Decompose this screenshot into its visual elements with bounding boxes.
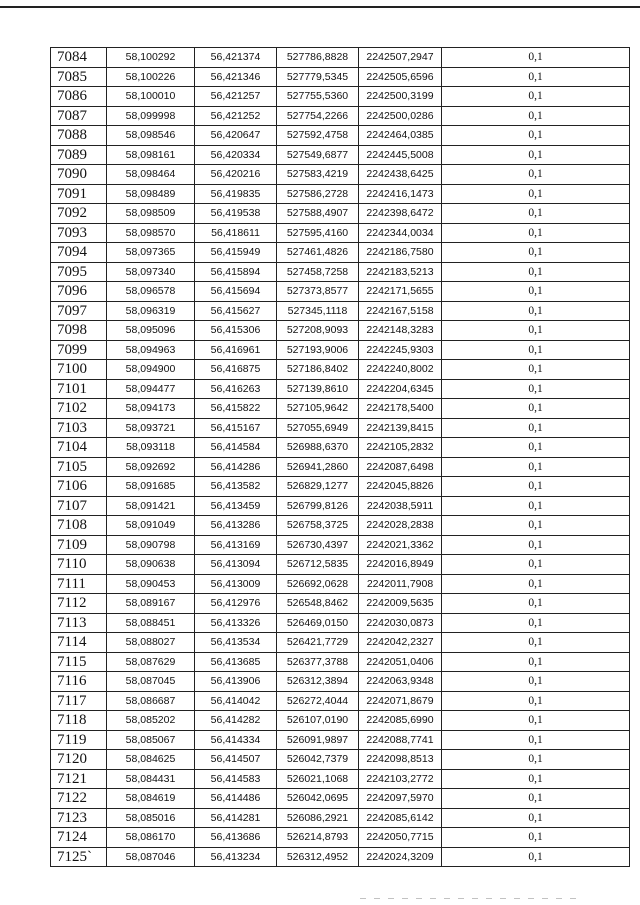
accuracy-cell: 0,1: [442, 535, 630, 555]
longitude-cell: 56,413234: [195, 847, 277, 867]
y-coordinate-cell: 2242009,5635: [359, 594, 442, 614]
latitude-cell: 58,098546: [107, 126, 195, 146]
table-row: [51, 243, 630, 263]
longitude-cell: 56,414286: [195, 457, 277, 477]
y-coordinate-cell: 2242505,6596: [359, 67, 442, 87]
y-coordinate-cell: 2242171,5655: [359, 282, 442, 302]
x-coordinate-cell: 527549,6877: [277, 145, 359, 165]
table-row: [51, 555, 630, 575]
table-row: [51, 808, 630, 828]
point-number-cell: 7105: [51, 457, 107, 477]
accuracy-cell: 0,1: [442, 106, 630, 126]
latitude-cell: 58,084431: [107, 769, 195, 789]
latitude-cell: 58,091685: [107, 477, 195, 497]
x-coordinate-cell: 526377,3788: [277, 652, 359, 672]
accuracy-cell: 0,1: [442, 87, 630, 107]
point-number-cell: 7109: [51, 535, 107, 555]
longitude-cell: 56,414042: [195, 691, 277, 711]
y-coordinate-cell: 2242098,8513: [359, 750, 442, 770]
longitude-cell: 56,416875: [195, 360, 277, 380]
latitude-cell: 58,087046: [107, 847, 195, 867]
longitude-cell: 56,419835: [195, 184, 277, 204]
longitude-cell: 56,415949: [195, 243, 277, 263]
x-coordinate-cell: 527754,2266: [277, 106, 359, 126]
longitude-cell: 56,414282: [195, 711, 277, 731]
longitude-cell: 56,414507: [195, 750, 277, 770]
latitude-cell: 58,086687: [107, 691, 195, 711]
y-coordinate-cell: 2242042,2327: [359, 633, 442, 653]
accuracy-cell: 0,1: [442, 321, 630, 341]
longitude-cell: 56,418611: [195, 223, 277, 243]
table-row: [51, 223, 630, 243]
table-row: [51, 301, 630, 321]
y-coordinate-cell: 2242050,7715: [359, 828, 442, 848]
accuracy-cell: 0,1: [442, 594, 630, 614]
table-row: [51, 438, 630, 458]
latitude-cell: 58,089167: [107, 594, 195, 614]
y-coordinate-cell: 2242038,5911: [359, 496, 442, 516]
point-number-cell: 7115: [51, 652, 107, 672]
point-number-cell: 7088: [51, 126, 107, 146]
latitude-cell: 58,100010: [107, 87, 195, 107]
longitude-cell: 56,420647: [195, 126, 277, 146]
x-coordinate-cell: 527588,4907: [277, 204, 359, 224]
table-row: [51, 477, 630, 497]
table-row: [51, 711, 630, 731]
y-coordinate-cell: 2242186,7580: [359, 243, 442, 263]
y-coordinate-cell: 2242103,2772: [359, 769, 442, 789]
latitude-cell: 58,088451: [107, 613, 195, 633]
latitude-cell: 58,084625: [107, 750, 195, 770]
table-row: [51, 67, 630, 87]
point-number-cell: 7107: [51, 496, 107, 516]
x-coordinate-cell: 526312,4952: [277, 847, 359, 867]
accuracy-cell: 0,1: [442, 360, 630, 380]
accuracy-cell: 0,1: [442, 418, 630, 438]
x-coordinate-cell: 527592,4758: [277, 126, 359, 146]
y-coordinate-cell: 2242438,6425: [359, 165, 442, 185]
x-coordinate-cell: 526758,3725: [277, 516, 359, 536]
table-row: [51, 769, 630, 789]
point-number-cell: 7093: [51, 223, 107, 243]
coordinates-table: [50, 47, 630, 867]
point-number-cell: 7092: [51, 204, 107, 224]
y-coordinate-cell: 2242445,5008: [359, 145, 442, 165]
latitude-cell: 58,090798: [107, 535, 195, 555]
longitude-cell: 56,414486: [195, 789, 277, 809]
x-coordinate-cell: 527458,7258: [277, 262, 359, 282]
longitude-cell: 56,414281: [195, 808, 277, 828]
y-coordinate-cell: 2242071,8679: [359, 691, 442, 711]
table-row: [51, 379, 630, 399]
table-row: [51, 496, 630, 516]
y-coordinate-cell: 2242030,0873: [359, 613, 442, 633]
accuracy-cell: 0,1: [442, 282, 630, 302]
point-number-cell: 7111: [51, 574, 107, 594]
accuracy-cell: 0,1: [442, 574, 630, 594]
accuracy-cell: 0,1: [442, 204, 630, 224]
x-coordinate-cell: 527595,4160: [277, 223, 359, 243]
accuracy-cell: 0,1: [442, 516, 630, 536]
point-number-cell: 7086: [51, 87, 107, 107]
x-coordinate-cell: 527186,8402: [277, 360, 359, 380]
table-row: [51, 633, 630, 653]
accuracy-cell: 0,1: [442, 165, 630, 185]
x-coordinate-cell: 526042,7379: [277, 750, 359, 770]
table-row: [51, 48, 630, 68]
point-number-cell: 7091: [51, 184, 107, 204]
point-number-cell: 7124: [51, 828, 107, 848]
y-coordinate-cell: 2242087,6498: [359, 457, 442, 477]
accuracy-cell: 0,1: [442, 262, 630, 282]
longitude-cell: 56,413169: [195, 535, 277, 555]
point-number-cell: 7084: [51, 48, 107, 68]
accuracy-cell: 0,1: [442, 672, 630, 692]
x-coordinate-cell: 527755,5360: [277, 87, 359, 107]
table-row: [51, 574, 630, 594]
point-number-cell: 7089: [51, 145, 107, 165]
longitude-cell: 56,413286: [195, 516, 277, 536]
point-number-cell: 7123: [51, 808, 107, 828]
y-coordinate-cell: 2242240,8002: [359, 360, 442, 380]
x-coordinate-cell: 526941,2860: [277, 457, 359, 477]
point-number-cell: 7094: [51, 243, 107, 263]
latitude-cell: 58,094173: [107, 399, 195, 419]
y-coordinate-cell: 2242500,0286: [359, 106, 442, 126]
table-row: [51, 321, 630, 341]
accuracy-cell: 0,1: [442, 828, 630, 848]
point-number-cell: 7095: [51, 262, 107, 282]
y-coordinate-cell: 2242344,0034: [359, 223, 442, 243]
x-coordinate-cell: 527583,4219: [277, 165, 359, 185]
accuracy-cell: 0,1: [442, 399, 630, 419]
point-number-cell: 7119: [51, 730, 107, 750]
latitude-cell: 58,093118: [107, 438, 195, 458]
latitude-cell: 58,085202: [107, 711, 195, 731]
table-row: [51, 126, 630, 146]
table-row: [51, 145, 630, 165]
y-coordinate-cell: 2242088,7741: [359, 730, 442, 750]
table-row: [51, 418, 630, 438]
point-number-cell: 7114: [51, 633, 107, 653]
longitude-cell: 56,413009: [195, 574, 277, 594]
longitude-cell: 56,414584: [195, 438, 277, 458]
accuracy-cell: 0,1: [442, 67, 630, 87]
longitude-cell: 56,421374: [195, 48, 277, 68]
latitude-cell: 58,091421: [107, 496, 195, 516]
table-row: [51, 184, 630, 204]
x-coordinate-cell: 526091,9897: [277, 730, 359, 750]
coordinates-table-body: [51, 48, 630, 867]
table-row: [51, 652, 630, 672]
longitude-cell: 56,413326: [195, 613, 277, 633]
x-coordinate-cell: 526107,0190: [277, 711, 359, 731]
latitude-cell: 58,085016: [107, 808, 195, 828]
table-row: [51, 730, 630, 750]
point-number-cell: 7116: [51, 672, 107, 692]
accuracy-cell: 0,1: [442, 496, 630, 516]
x-coordinate-cell: 526730,4397: [277, 535, 359, 555]
x-coordinate-cell: 526829,1277: [277, 477, 359, 497]
y-coordinate-cell: 2242024,3209: [359, 847, 442, 867]
longitude-cell: 56,414583: [195, 769, 277, 789]
latitude-cell: 58,087045: [107, 672, 195, 692]
longitude-cell: 56,415694: [195, 282, 277, 302]
longitude-cell: 56,412976: [195, 594, 277, 614]
longitude-cell: 56,419538: [195, 204, 277, 224]
latitude-cell: 58,091049: [107, 516, 195, 536]
accuracy-cell: 0,1: [442, 457, 630, 477]
point-number-cell: 7098: [51, 321, 107, 341]
y-coordinate-cell: 2242416,1473: [359, 184, 442, 204]
latitude-cell: 58,098161: [107, 145, 195, 165]
accuracy-cell: 0,1: [442, 769, 630, 789]
table-row: [51, 204, 630, 224]
latitude-cell: 58,090638: [107, 555, 195, 575]
top-divider-line: [0, 6, 640, 8]
table-row: [51, 87, 630, 107]
y-coordinate-cell: 2242085,6990: [359, 711, 442, 731]
accuracy-cell: 0,1: [442, 145, 630, 165]
y-coordinate-cell: 2242148,3283: [359, 321, 442, 341]
latitude-cell: 58,088027: [107, 633, 195, 653]
bottom-scan-artifact: [360, 898, 580, 899]
longitude-cell: 56,415894: [195, 262, 277, 282]
longitude-cell: 56,421252: [195, 106, 277, 126]
accuracy-cell: 0,1: [442, 847, 630, 867]
latitude-cell: 58,095096: [107, 321, 195, 341]
latitude-cell: 58,084619: [107, 789, 195, 809]
accuracy-cell: 0,1: [442, 750, 630, 770]
point-number-cell: 7096: [51, 282, 107, 302]
table-row: [51, 828, 630, 848]
y-coordinate-cell: 2242507,2947: [359, 48, 442, 68]
y-coordinate-cell: 2242178,5400: [359, 399, 442, 419]
y-coordinate-cell: 2242021,3362: [359, 535, 442, 555]
longitude-cell: 56,413534: [195, 633, 277, 653]
point-number-cell: 7122: [51, 789, 107, 809]
y-coordinate-cell: 2242464,0385: [359, 126, 442, 146]
accuracy-cell: 0,1: [442, 730, 630, 750]
table-row: [51, 789, 630, 809]
point-number-cell: 7102: [51, 399, 107, 419]
longitude-cell: 56,413906: [195, 672, 277, 692]
x-coordinate-cell: 526272,4044: [277, 691, 359, 711]
x-coordinate-cell: 527193,9006: [277, 340, 359, 360]
latitude-cell: 58,098570: [107, 223, 195, 243]
accuracy-cell: 0,1: [442, 691, 630, 711]
accuracy-cell: 0,1: [442, 477, 630, 497]
x-coordinate-cell: 526799,8126: [277, 496, 359, 516]
table-row: [51, 847, 630, 867]
latitude-cell: 58,097340: [107, 262, 195, 282]
latitude-cell: 58,094900: [107, 360, 195, 380]
x-coordinate-cell: 527786,8828: [277, 48, 359, 68]
x-coordinate-cell: 526712,5835: [277, 555, 359, 575]
y-coordinate-cell: 2242105,2832: [359, 438, 442, 458]
y-coordinate-cell: 2242183,5213: [359, 262, 442, 282]
y-coordinate-cell: 2242245,9303: [359, 340, 442, 360]
latitude-cell: 58,099998: [107, 106, 195, 126]
x-coordinate-cell: 526021,1068: [277, 769, 359, 789]
longitude-cell: 56,413582: [195, 477, 277, 497]
accuracy-cell: 0,1: [442, 379, 630, 399]
longitude-cell: 56,420216: [195, 165, 277, 185]
longitude-cell: 56,415822: [195, 399, 277, 419]
x-coordinate-cell: 526042,0695: [277, 789, 359, 809]
x-coordinate-cell: 527208,9093: [277, 321, 359, 341]
longitude-cell: 56,415306: [195, 321, 277, 341]
y-coordinate-cell: 2242204,6345: [359, 379, 442, 399]
point-number-cell: 7108: [51, 516, 107, 536]
longitude-cell: 56,421257: [195, 87, 277, 107]
point-number-cell: 7103: [51, 418, 107, 438]
x-coordinate-cell: 526214,8793: [277, 828, 359, 848]
longitude-cell: 56,415627: [195, 301, 277, 321]
point-number-cell: 7097: [51, 301, 107, 321]
accuracy-cell: 0,1: [442, 48, 630, 68]
longitude-cell: 56,413459: [195, 496, 277, 516]
point-number-cell: 7125`: [51, 847, 107, 867]
y-coordinate-cell: 2242051,0406: [359, 652, 442, 672]
x-coordinate-cell: 527461,4826: [277, 243, 359, 263]
accuracy-cell: 0,1: [442, 633, 630, 653]
x-coordinate-cell: 527373,8577: [277, 282, 359, 302]
point-number-cell: 7113: [51, 613, 107, 633]
table-row: [51, 399, 630, 419]
accuracy-cell: 0,1: [442, 340, 630, 360]
accuracy-cell: 0,1: [442, 184, 630, 204]
table-row: [51, 516, 630, 536]
accuracy-cell: 0,1: [442, 438, 630, 458]
y-coordinate-cell: 2242063,9348: [359, 672, 442, 692]
longitude-cell: 56,416263: [195, 379, 277, 399]
table-row: [51, 457, 630, 477]
latitude-cell: 58,100292: [107, 48, 195, 68]
point-number-cell: 7118: [51, 711, 107, 731]
x-coordinate-cell: 526469,0150: [277, 613, 359, 633]
accuracy-cell: 0,1: [442, 301, 630, 321]
table-row: [51, 613, 630, 633]
accuracy-cell: 0,1: [442, 789, 630, 809]
latitude-cell: 58,090453: [107, 574, 195, 594]
point-number-cell: 7120: [51, 750, 107, 770]
y-coordinate-cell: 2242016,8949: [359, 555, 442, 575]
latitude-cell: 58,098509: [107, 204, 195, 224]
x-coordinate-cell: 526692,0628: [277, 574, 359, 594]
longitude-cell: 56,416961: [195, 340, 277, 360]
x-coordinate-cell: 527139,8610: [277, 379, 359, 399]
x-coordinate-cell: 527055,6949: [277, 418, 359, 438]
table-row: [51, 106, 630, 126]
x-coordinate-cell: 526548,8462: [277, 594, 359, 614]
table-row: [51, 360, 630, 380]
latitude-cell: 58,097365: [107, 243, 195, 263]
accuracy-cell: 0,1: [442, 223, 630, 243]
x-coordinate-cell: 527779,5345: [277, 67, 359, 87]
table-row: [51, 262, 630, 282]
table-row: [51, 672, 630, 692]
accuracy-cell: 0,1: [442, 613, 630, 633]
longitude-cell: 56,420334: [195, 145, 277, 165]
point-number-cell: 7090: [51, 165, 107, 185]
y-coordinate-cell: 2242139,8415: [359, 418, 442, 438]
latitude-cell: 58,096578: [107, 282, 195, 302]
longitude-cell: 56,413685: [195, 652, 277, 672]
x-coordinate-cell: 527345,1118: [277, 301, 359, 321]
longitude-cell: 56,414334: [195, 730, 277, 750]
latitude-cell: 58,087629: [107, 652, 195, 672]
x-coordinate-cell: 527105,9642: [277, 399, 359, 419]
table-row: [51, 691, 630, 711]
point-number-cell: 7085: [51, 67, 107, 87]
y-coordinate-cell: 2242085,6142: [359, 808, 442, 828]
longitude-cell: 56,421346: [195, 67, 277, 87]
accuracy-cell: 0,1: [442, 555, 630, 575]
y-coordinate-cell: 2242011,7908: [359, 574, 442, 594]
table-row: [51, 594, 630, 614]
x-coordinate-cell: 526988,6370: [277, 438, 359, 458]
latitude-cell: 58,094477: [107, 379, 195, 399]
y-coordinate-cell: 2242045,8826: [359, 477, 442, 497]
point-number-cell: 7110: [51, 555, 107, 575]
table-row: [51, 165, 630, 185]
table-row: [51, 340, 630, 360]
latitude-cell: 58,096319: [107, 301, 195, 321]
point-number-cell: 7099: [51, 340, 107, 360]
point-number-cell: 7101: [51, 379, 107, 399]
point-number-cell: 7104: [51, 438, 107, 458]
longitude-cell: 56,413094: [195, 555, 277, 575]
y-coordinate-cell: 2242167,5158: [359, 301, 442, 321]
latitude-cell: 58,092692: [107, 457, 195, 477]
y-coordinate-cell: 2242398,6472: [359, 204, 442, 224]
accuracy-cell: 0,1: [442, 652, 630, 672]
point-number-cell: 7121: [51, 769, 107, 789]
longitude-cell: 56,415167: [195, 418, 277, 438]
point-number-cell: 7087: [51, 106, 107, 126]
table-row: [51, 750, 630, 770]
x-coordinate-cell: 527586,2728: [277, 184, 359, 204]
latitude-cell: 58,098464: [107, 165, 195, 185]
latitude-cell: 58,100226: [107, 67, 195, 87]
longitude-cell: 56,413686: [195, 828, 277, 848]
accuracy-cell: 0,1: [442, 126, 630, 146]
latitude-cell: 58,086170: [107, 828, 195, 848]
point-number-cell: 7100: [51, 360, 107, 380]
table-row: [51, 535, 630, 555]
point-number-cell: 7112: [51, 594, 107, 614]
latitude-cell: 58,098489: [107, 184, 195, 204]
latitude-cell: 58,094963: [107, 340, 195, 360]
y-coordinate-cell: 2242500,3199: [359, 87, 442, 107]
point-number-cell: 7117: [51, 691, 107, 711]
x-coordinate-cell: 526312,3894: [277, 672, 359, 692]
accuracy-cell: 0,1: [442, 711, 630, 731]
table-row: [51, 282, 630, 302]
x-coordinate-cell: 526086,2921: [277, 808, 359, 828]
accuracy-cell: 0,1: [442, 243, 630, 263]
latitude-cell: 58,093721: [107, 418, 195, 438]
point-number-cell: 7106: [51, 477, 107, 497]
y-coordinate-cell: 2242097,5970: [359, 789, 442, 809]
y-coordinate-cell: 2242028,2838: [359, 516, 442, 536]
latitude-cell: 58,085067: [107, 730, 195, 750]
accuracy-cell: 0,1: [442, 808, 630, 828]
x-coordinate-cell: 526421,7729: [277, 633, 359, 653]
